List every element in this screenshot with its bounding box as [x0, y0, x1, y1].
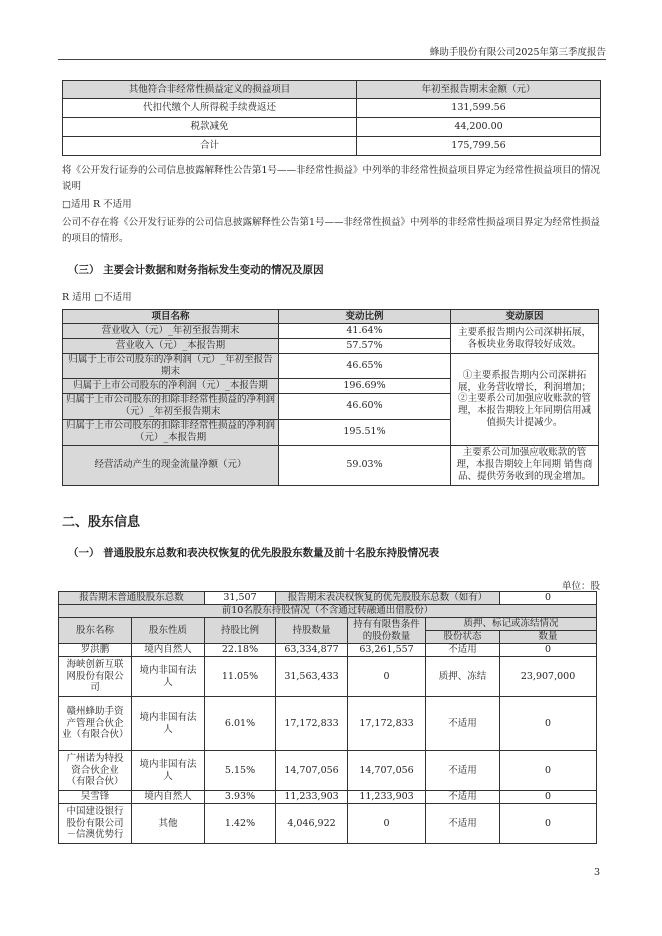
- t3-header-pledge: 质押、标记或冻结情况: [426, 618, 597, 631]
- t2-row-name: 归属于上市公司股东的扣除非经常性损益的净利润（元）_年初至报告期末: [63, 393, 279, 419]
- shareholder-name: 中国建设银行股份有限公司－信澳优势行: [59, 804, 132, 844]
- shareholder-qty: 11,233,903: [276, 791, 348, 804]
- shareholder-nature: 境内非国有法人: [132, 697, 205, 751]
- t2-header-item: 项目名称: [63, 310, 279, 324]
- t1-row-name: 合计: [63, 137, 357, 156]
- paragraph-reclassification: 将《公开发行证券的公司信息披露解释性公告第1号——非经常性损益》中列举的非经常性损益项目界定为经常性损益项目的情况说明: [62, 165, 601, 192]
- t2-row-name: 归属于上市公司股东的扣除非经常性损益的净利润（元）_本报告期: [63, 419, 279, 445]
- shareholder-qty: 63,334,877: [276, 644, 348, 657]
- t2-row-ratio: 59.03%: [279, 445, 451, 485]
- t3-header-nature: 股东性质: [132, 618, 205, 644]
- shareholder-qty: 4,046,922: [276, 804, 348, 844]
- total-shareholders-label: 报告期末普通股股东总数: [59, 592, 205, 605]
- shareholder-num: 0: [500, 751, 597, 791]
- section-2-1-title: （一） 普通股股东总数和表决权恢复的优先股股东数量及前十名股东持股情况表: [68, 547, 440, 559]
- t1-header-item: 其他符合非经常性损益定义的损益项目: [63, 81, 357, 99]
- shareholder-nature: 其他: [132, 804, 205, 844]
- t2-reason-profit: ①主要系报告期内公司深耕拓展，业务营收增长，利润增加；②主要系公司加强应收账款的管理，本报告期较上年同期信用减值损失计提减少。: [451, 354, 599, 446]
- t2-row-ratio: 41.64%: [279, 324, 451, 339]
- shareholder-restricted: 63,261,557: [348, 644, 426, 657]
- shareholder-restricted: 11,233,903: [348, 791, 426, 804]
- shareholder-ratio: 1.42%: [205, 804, 276, 844]
- shareholder-status: 不适用: [426, 804, 500, 844]
- t3-header-qty: 持股数量: [276, 618, 348, 644]
- shareholder-name: 广州诺为特投资合伙企业（有限合伙）: [59, 751, 132, 791]
- shareholder-restricted: 0: [348, 657, 426, 697]
- paragraph-no-reclassification: 公司不存在将《公开发行证券的公司信息披露解释性公告第1号——非经常性损益》中列举的非经常性损益项目界定为经常性损益的项目的情形。: [62, 217, 601, 244]
- t2-row-name: 营业收入（元）_年初至报告期末: [63, 324, 279, 339]
- t1-row-value: 175,799.56: [357, 137, 601, 156]
- shareholder-nature: 境内自然人: [132, 644, 205, 657]
- shareholder-name: 海峡创新互联网股份有限公司: [59, 657, 132, 697]
- shareholder-status: 不适用: [426, 791, 500, 804]
- t2-row-name: 营业收入（元）_本报告期: [63, 339, 279, 354]
- shareholder-ratio: 3.93%: [205, 791, 276, 804]
- t2-row-ratio: 57.57%: [279, 339, 451, 354]
- preferred-shareholders-value: 0: [500, 592, 597, 605]
- shareholder-restricted: 14,707,056: [348, 751, 426, 791]
- shareholder-qty: 17,172,833: [276, 697, 348, 751]
- shareholder-restricted: 0: [348, 804, 426, 844]
- shareholder-nature: 境内自然人: [132, 791, 205, 804]
- section-3-title: （三） 主要会计数据和财务指标发生变动的情况及原因: [68, 264, 324, 276]
- shareholder-status: 不适用: [426, 644, 500, 657]
- t2-reason-cashflow: 主要系公司加强应收账款的管理，本报告期较上年同期 销售商品、提供劳务收到的现金增加。: [451, 445, 599, 485]
- header-divider: [58, 59, 606, 60]
- t2-row-name: 归属于上市公司股东的净利润（元）_年初至报告期末: [63, 354, 279, 379]
- shareholder-num: 0: [500, 697, 597, 751]
- t3-header-status: 股份状态: [426, 631, 500, 644]
- shareholder-ratio: 22.18%: [205, 644, 276, 657]
- t2-row-ratio: 46.65%: [279, 354, 451, 379]
- t3-header-restricted: 持有有限售条件的股份数量: [348, 618, 426, 644]
- page-header: 蜂助手股份有限公司2025年第三季度报告: [429, 47, 606, 58]
- shareholder-qty: 14,707,056: [276, 751, 348, 791]
- unit-label: 单位：股: [561, 581, 600, 592]
- checkbox-applicable: R 适用 □不适用: [62, 292, 132, 303]
- t2-row-name: 归属于上市公司股东的净利润（元）_本报告期: [63, 378, 279, 393]
- preferred-shareholders-label: 报告期末表决权恢复的优先股股东总数（如有）: [276, 592, 500, 605]
- shareholder-num: 0: [500, 804, 597, 844]
- t2-row-name: 经营活动产生的现金流量净额（元）: [63, 445, 279, 485]
- t1-row-name: 税款减免: [63, 118, 357, 137]
- total-shareholders-value: 31,507: [205, 592, 276, 605]
- t2-header-ratio: 变动比例: [279, 310, 451, 324]
- page-number: 3: [593, 867, 600, 878]
- t3-header-num: 数量: [500, 631, 597, 644]
- t2-row-ratio: 195.51%: [279, 419, 451, 445]
- shareholder-num: 23,907,000: [500, 657, 597, 697]
- shareholder-ratio: 6.01%: [205, 697, 276, 751]
- shareholder-nature: 境内非国有法人: [132, 657, 205, 697]
- non-recurring-table: [62, 80, 601, 156]
- shareholder-restricted: 17,172,833: [348, 697, 426, 751]
- shareholder-status: 质押、冻结: [426, 657, 500, 697]
- t2-header-reason: 变动原因: [451, 310, 599, 324]
- shareholder-ratio: 11.05%: [205, 657, 276, 697]
- t1-row-value: 131,599.56: [357, 99, 601, 118]
- t1-row-value: 44,200.00: [357, 118, 601, 137]
- shareholder-nature: 境内非国有法人: [132, 751, 205, 791]
- shareholder-name: 罗洪鹏: [59, 644, 132, 657]
- shareholder-num: 0: [500, 644, 597, 657]
- t1-row-name: 代扣代缴个人所得税手续费返还: [63, 99, 357, 118]
- shareholder-status: 不适用: [426, 751, 500, 791]
- section-2-title: 二、股东信息: [62, 515, 141, 530]
- t1-header-amount: 年初至报告期末金额（元）: [357, 81, 601, 99]
- t3-header-name: 股东名称: [59, 618, 132, 644]
- t3-header-ratio: 持股比例: [205, 618, 276, 644]
- shareholder-ratio: 5.15%: [205, 751, 276, 791]
- top10-caption: 前10名股东持股情况（不含通过转融通出借股份）: [59, 605, 597, 618]
- shareholder-status: 不适用: [426, 697, 500, 751]
- indicator-change-table: [62, 309, 599, 486]
- t2-reason-revenue: 主要系报告期内公司深耕拓展，各板块业务取得较好成效。: [451, 324, 599, 354]
- shareholder-name: 吴雪锋: [59, 791, 132, 804]
- checkbox-not-applicable: □适用 R 不适用: [62, 199, 132, 210]
- shareholder-table: [58, 591, 597, 844]
- shareholder-qty: 31,563,433: [276, 657, 348, 697]
- t2-row-ratio: 46.60%: [279, 393, 451, 419]
- t2-row-ratio: 196.69%: [279, 378, 451, 393]
- shareholder-num: 0: [500, 791, 597, 804]
- shareholder-name: 赣州蜂助手资产管理合伙企业（有限合伙）: [59, 697, 132, 751]
